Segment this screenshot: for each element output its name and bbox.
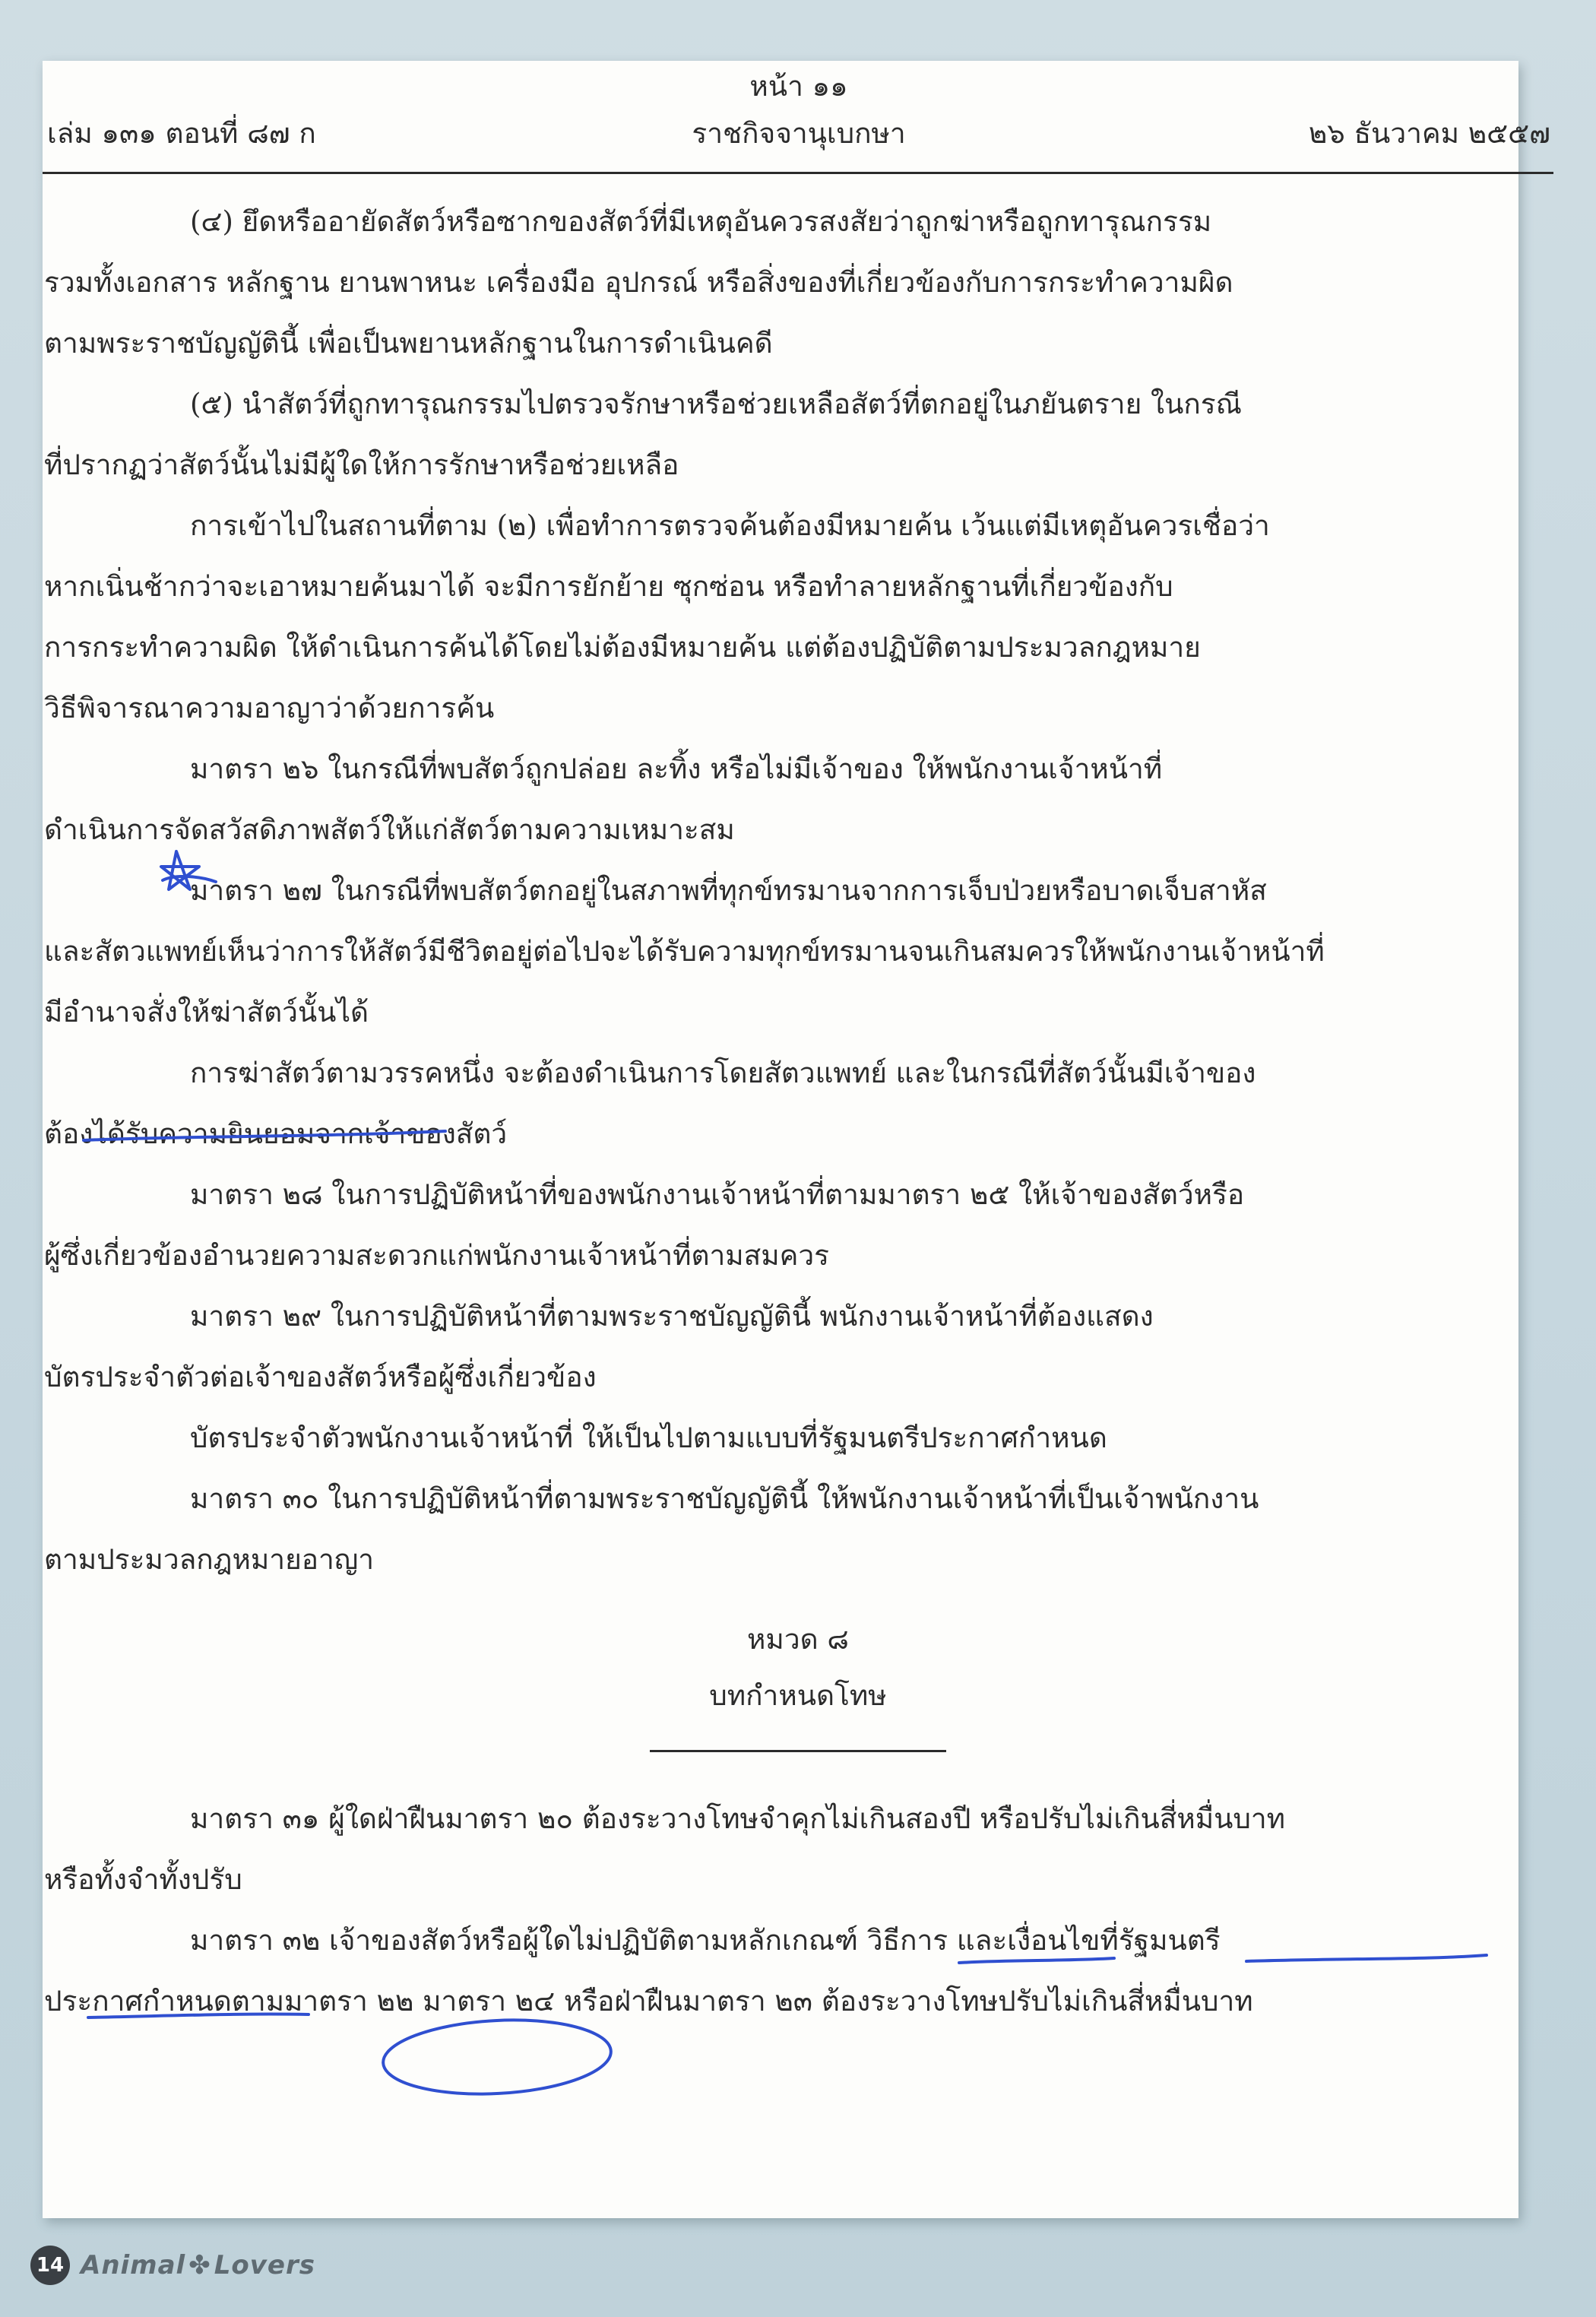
text-line: การกระทำความผิด ให้ดำเนินการค้นได้โดยไม่ต้องมีหมายค้น แต่ต้องปฏิบัติตามประมวลกฎหมาย (44, 631, 1201, 664)
text-line: ประกาศกำหนดตามมาตรา ๒๒ มาตรา ๒๔ หรือฝ่าฝืนมาตรา ๒๓ ต้องระวางโทษปรับไม่เกินสี่หมื่นบาท (44, 1985, 1253, 2017)
text-line: ต้องได้รับความยินยอมจากเจ้าของสัตว์ (44, 1117, 508, 1150)
text-line: บัตรประจำตัวพนักงานเจ้าหน้าที่ ให้เป็นไปตามแบบที่รัฐมนตรีประกาศกำหนด (190, 1422, 1107, 1454)
brand-logo (81, 2250, 315, 2281)
publication-date: ๒๖ ธันวาคม ๒๕๕๗ (1308, 117, 1550, 150)
text-line: ดำเนินการจัดสวัสดิภาพสัตว์ให้แก่สัตว์ตามความเหมาะสม (44, 813, 735, 846)
text-line: มาตรา ๓๑ ผู้ใดฝ่าฝืนมาตรา ๒๐ ต้องระวางโทษจำคุกไม่เกินสองปี หรือปรับไม่เกินสี่หมื่นบาท (190, 1802, 1286, 1835)
chapter-title: บทกำหนดโทษ (709, 1679, 887, 1712)
volume-issue: เล่ม ๑๓๑ ตอนที่ ๘๗ ก (47, 117, 316, 150)
document-body (44, 192, 1552, 2032)
text-line: มาตรา ๒๘ ในการปฏิบัติหน้าที่ของพนักงานเจ้าหน้าที่ตามมาตรา ๒๕ ให้เจ้าของสัตว์หรือ (190, 1178, 1245, 1211)
text-line: หรือทั้งจำทั้งปรับ (44, 1863, 242, 1896)
chapter-number: หมวด ๘ (747, 1623, 849, 1656)
brand-left: Animal (81, 2250, 186, 2281)
text-line: และสัตวแพทย์เห็นว่าการให้สัตว์มีชีวิตอยู่ต่อไปจะได้รับความทุกข์ทรมานจนเกินสมควรให้พนักงานเจ้าหน้าที่ (44, 935, 1325, 968)
chapter-divider (650, 1750, 946, 1752)
text-line: การเข้าไปในสถานที่ตาม (๒) เพื่อทำการตรวจค้นต้องมีหมายค้น เว้นแต่มีเหตุอันควรเชื่อว่า (190, 509, 1270, 542)
brand-right: Lovers (214, 2250, 315, 2281)
gazette-header (47, 64, 1550, 164)
text-line: การฆ่าสัตว์ตามวรรคหนึ่ง จะต้องดำเนินการโดยสัตวแพทย์ และในกรณีที่สัตว์นั้นมีเจ้าของ (190, 1057, 1256, 1089)
text-line: มาตรา ๓๒ เจ้าของสัตว์หรือผู้ใดไม่ปฏิบัติตามหลักเกณฑ์ วิธีการ และเงื่อนไขที่รัฐมนตรี (190, 1924, 1221, 1957)
text-line: มาตรา ๒๖ ในกรณีที่พบสัตว์ถูกปล่อย ละทิ้ง หรือไม่มีเจ้าของ ให้พนักงานเจ้าหน้าที่ (190, 753, 1163, 785)
page-number-header: หน้า ๑๑ (749, 70, 848, 103)
text-line: ผู้ซึ่งเกี่ยวข้องอำนวยความสะดวกแก่พนักงานเจ้าหน้าที่ตามสมควร (44, 1239, 830, 1272)
text-line: บัตรประจำตัวต่อเจ้าของสัตว์หรือผู้ซึ่งเกี่ยวข้อง (44, 1361, 597, 1393)
text-line: มาตรา ๒๗ ในกรณีที่พบสัตว์ตกอยู่ในสภาพที่ทุกข์ทรมานจากการเจ็บป่วยหรือบาดเจ็บสาหัส (190, 874, 1267, 907)
text-line: มาตรา ๒๙ ในการปฏิบัติหน้าที่ตามพระราชบัญญัตินี้ พนักงานเจ้าหน้าที่ต้องแสดง (190, 1300, 1154, 1333)
text-line: มาตรา ๓๐ ในการปฏิบัติหน้าที่ตามพระราชบัญญัตินี้ ให้พนักงานเจ้าหน้าที่เป็นเจ้าพนักงาน (190, 1482, 1259, 1515)
text-line: ตามพระราชบัญญัตินี้ เพื่อเป็นพยานหลักฐานในการดำเนินคดี (44, 327, 773, 360)
magazine-footer (30, 2244, 315, 2287)
paw-star-icon: ✤ (188, 2250, 211, 2281)
text-line: มีอำนาจสั่งให้ฆ่าสัตว์นั้นได้ (44, 996, 369, 1029)
text-line: (๕) นำสัตว์ที่ถูกทารุณกรรมไปตรวจรักษาหรือช่วยเหลือสัตว์ที่ตกอยู่ในภยันตราย ในกรณี (190, 388, 1242, 420)
text-line: วิธีพิจารณาความอาญาว่าด้วยการค้น (44, 692, 495, 724)
text-line: (๔) ยึดหรืออายัดสัตว์หรือซากของสัตว์ที่มีเหตุอันควรสงสัยว่าถูกฆ่าหรือถูกทารุณกรรม (190, 205, 1212, 238)
page-number-badge: 14 (30, 2246, 70, 2285)
text-line: ตามประมวลกฎหมายอาญา (44, 1543, 375, 1576)
header-divider (43, 172, 1553, 174)
text-line: ที่ปรากฏว่าสัตว์นั้นไม่มีผู้ใดให้การรักษาหรือช่วยเหลือ (44, 449, 679, 481)
publication-title: ราชกิจจานุเบกษา (692, 117, 906, 150)
text-line: รวมทั้งเอกสาร หลักฐาน ยานพาหนะ เครื่องมือ อุปกรณ์ หรือสิ่งของที่เกี่ยวข้องกับการกระทำความผิด (44, 266, 1233, 299)
text-line: หากเนิ่นช้ากว่าจะเอาหมายค้นมาได้ จะมีการยักย้าย ซุกซ่อน หรือทำลายหลักฐานที่เกี่ยวข้องกับ (44, 570, 1173, 603)
